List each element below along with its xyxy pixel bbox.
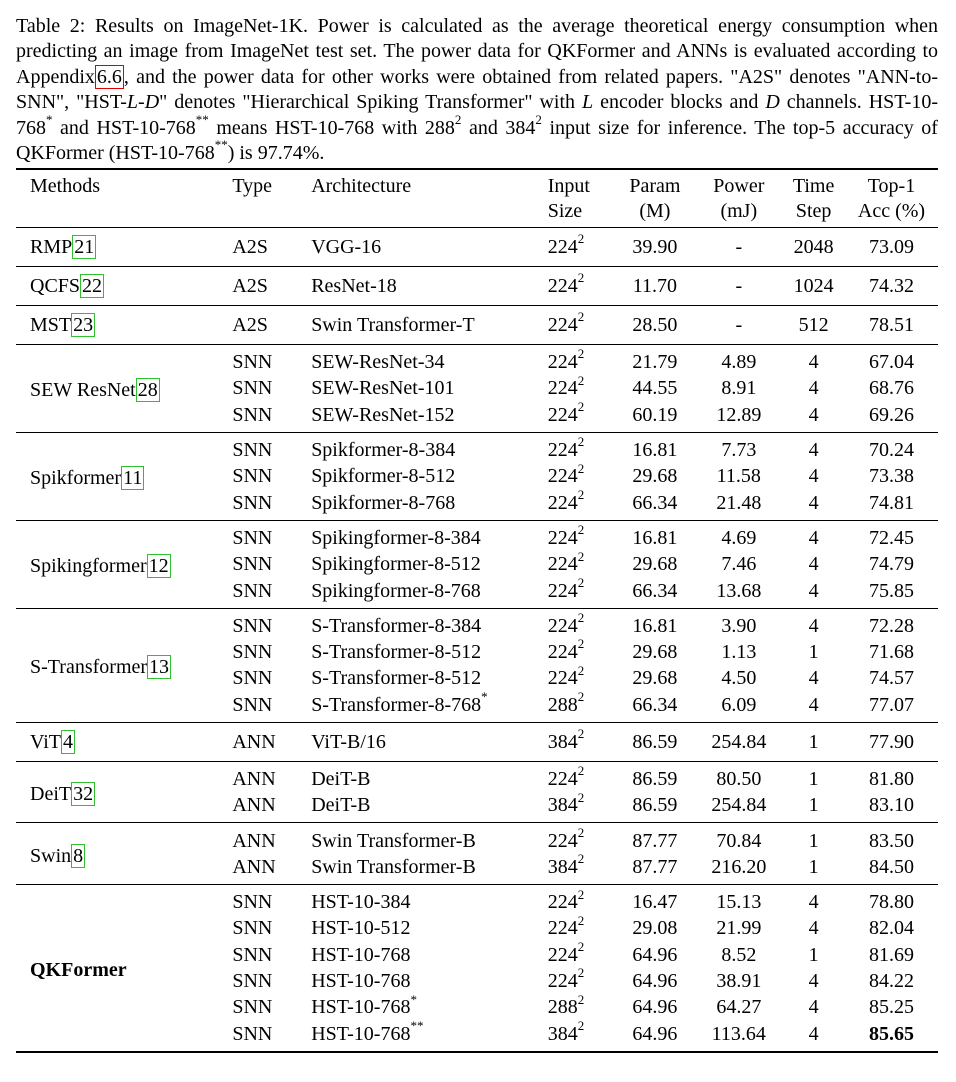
param-cell: 86.59: [632, 794, 678, 817]
input-size-cell: $224^2$: [547, 270, 585, 297]
power-cell: 1.13: [721, 641, 757, 664]
input-size-cell: $288^2$: [547, 689, 585, 716]
architecture-cell: SEW-ResNet-152: [311, 403, 455, 426]
power-cell: -: [735, 236, 743, 258]
table-row: [16, 885, 938, 916]
method-group: [16, 345, 938, 433]
param-cell: 64.96: [632, 1022, 678, 1045]
architecture-cell: Spikingformer-8-768: [311, 579, 481, 602]
power-cell: 4.69: [721, 526, 757, 549]
citation-link[interactable]: 8: [73, 844, 84, 867]
time-step-cell: 1: [808, 829, 819, 852]
type-cell: SNN: [232, 943, 273, 966]
power-cell: 8.52: [721, 943, 757, 966]
param-cell: 44.55: [632, 377, 678, 400]
architecture-cell: HST-10-768: [311, 970, 411, 993]
header-power: Power (mJ): [713, 175, 765, 222]
architecture-cell: HST-10-384: [311, 891, 411, 914]
caption-label: Table 2:: [16, 15, 86, 37]
time-step-cell: 4: [808, 917, 819, 940]
param-cell: 66.34: [632, 491, 678, 514]
architecture-cell: SEW-ResNet-101: [311, 377, 455, 400]
input-size-cell: $224^2$: [547, 434, 585, 462]
header-architecture: Architecture: [311, 175, 412, 197]
architecture-cell: Spikingformer-8-512: [311, 553, 481, 576]
top1-acc-cell: 83.10: [868, 794, 914, 817]
type-cell: A2S: [232, 236, 268, 258]
architecture-cell: S-Transformer-8-512: [311, 641, 482, 664]
header-input-size: Input Size: [547, 175, 590, 222]
header-top1-acc: Top-1 Acc (%): [857, 175, 926, 222]
top1-acc-cell: 72.45: [868, 526, 914, 549]
param-cell: 16.81: [632, 526, 678, 549]
input-size-cell: $224^2$: [547, 939, 585, 966]
time-step-cell: 4: [808, 891, 819, 914]
power-cell: -: [735, 314, 743, 336]
top1-acc-cell: 82.04: [868, 917, 914, 940]
param-cell: 29.08: [632, 917, 678, 940]
input-size-cell: $384^2$: [547, 851, 585, 878]
citation-link[interactable]: 23: [73, 314, 94, 336]
time-step-cell: 4: [808, 1022, 819, 1045]
power-cell: 21.99: [716, 917, 762, 940]
type-cell: SNN: [232, 553, 273, 576]
top1-acc-cell: 73.09: [868, 236, 914, 258]
table-row: [16, 823, 938, 854]
top1-acc-cell: 74.57: [868, 667, 914, 690]
top1-acc-cell: 84.50: [868, 855, 914, 878]
method-cell: SEW ResNet 28: [30, 379, 158, 402]
param-cell: 60.19: [632, 403, 678, 426]
input-size-cell: $224^2$: [547, 574, 585, 602]
param-cell: 29.68: [632, 553, 678, 576]
input-size-cell: $384^2$: [547, 789, 585, 817]
type-cell: SNN: [232, 891, 273, 914]
top1-acc-cell: 70.24: [868, 439, 914, 462]
input-size-cell: $224^2$: [547, 965, 585, 993]
top1-acc-cell: 74.32: [868, 275, 914, 297]
param-cell: 16.81: [632, 614, 678, 637]
table-caption: Table 2: Results on ImageNet-1K. Power is calculated as the average theoretical energy consumption when predicting an image from ImageNet test set. The power data for QKFormer and ANNs is evaluated according to Appendix 6.6 , and the power data for other works were obtained from related papers. "A2S" denotes "ANN-to-SNN", "HST-L-D" denotes "Hierarchical Spiking Transformer" with L encoder blocks and D channels. HST-10-768* and HST-10-768** means HST-10-768 with $288^2$ and $384^2$ input size for inference. The top-5 accuracy of QKFormer (HST-10-768**) is 97.74%.: [16, 15, 939, 165]
time-step-cell: 1: [808, 943, 819, 966]
appendix-link[interactable]: 6.6: [96, 65, 122, 88]
results-table: [16, 168, 938, 1053]
method-group: [16, 823, 938, 885]
input-size-cell: $288^2$: [547, 991, 585, 1019]
type-cell: SNN: [232, 579, 273, 602]
architecture-cell: S-Transformer-8-768*: [311, 689, 488, 716]
method-cell: DeiT 32: [30, 783, 94, 806]
param-cell: 29.68: [632, 641, 678, 664]
method-cell: Spikformer 11: [30, 467, 143, 490]
time-step-cell: 4: [808, 465, 819, 488]
power-cell: 21.48: [716, 491, 762, 514]
time-step-cell: 4: [808, 439, 819, 462]
input-size-cell: $384^2$: [547, 1018, 585, 1045]
type-cell: SNN: [232, 996, 273, 1019]
citation-link[interactable]: 32: [73, 783, 94, 806]
param-cell: 16.81: [632, 439, 678, 462]
header-methods: Methods: [30, 175, 100, 197]
input-size-cell: $384^2$: [547, 726, 585, 753]
architecture-cell: ResNet-18: [311, 275, 397, 297]
architecture-cell: S-Transformer-8-512: [311, 667, 482, 690]
type-cell: SNN: [232, 614, 273, 637]
architecture-cell: VGG-16: [311, 236, 382, 258]
param-cell: 64.96: [632, 970, 678, 993]
input-size-cell: $224^2$: [547, 309, 585, 336]
type-cell: ANN: [232, 829, 276, 852]
method-cell: RMP 21: [30, 236, 95, 258]
method-cell: S-Transformer 13: [30, 656, 170, 679]
input-size-cell: $224^2$: [547, 662, 585, 690]
param-cell: 29.68: [632, 667, 678, 690]
top1-acc-cell: 69.26: [868, 403, 914, 426]
method-group: [16, 885, 938, 1052]
method-cell: QCFS 22: [30, 275, 103, 297]
input-size-cell: $224^2$: [547, 486, 585, 514]
time-step-cell: 2048: [793, 236, 834, 258]
top1-acc-cell: 68.76: [868, 377, 914, 400]
type-cell: ANN: [232, 768, 276, 790]
power-cell: 70.84: [716, 829, 762, 852]
time-step-cell: 1: [808, 730, 819, 753]
param-cell: 29.68: [632, 465, 678, 488]
architecture-cell: HST-10-768: [311, 943, 411, 966]
input-size-cell: $224^2$: [547, 372, 585, 400]
top1-acc-cell: 78.80: [868, 891, 914, 914]
input-size-cell: $224^2$: [547, 522, 585, 549]
time-step-cell: 4: [808, 970, 819, 993]
type-cell: SNN: [232, 917, 273, 940]
time-step-cell: 4: [808, 667, 819, 690]
power-cell: 15.13: [716, 891, 762, 914]
param-cell: 66.34: [632, 693, 678, 716]
power-cell: 3.90: [721, 614, 757, 637]
time-step-cell: 1: [808, 855, 819, 878]
type-cell: ANN: [232, 855, 276, 878]
time-step-cell: 4: [808, 996, 819, 1019]
type-cell: SNN: [232, 465, 273, 488]
input-size-cell: $224^2$: [547, 460, 585, 488]
top1-acc-cell: 83.50: [868, 829, 914, 852]
param-cell: 39.90: [632, 236, 678, 258]
table-row: [16, 345, 938, 376]
power-cell: 7.46: [721, 553, 757, 576]
time-step-cell: 4: [808, 526, 819, 549]
architecture-cell: DeiT-B: [311, 768, 371, 790]
architecture-cell: DeiT-B: [311, 794, 371, 817]
type-cell: SNN: [232, 403, 273, 426]
top1-acc-cell: 73.38: [868, 465, 914, 488]
architecture-cell: Spikformer-8-512: [311, 465, 456, 488]
top1-acc-cell: 75.85: [868, 579, 914, 602]
power-cell: 4.89: [721, 351, 757, 374]
top1-acc-cell: 84.22: [868, 970, 914, 993]
power-cell: -: [735, 275, 743, 297]
type-cell: A2S: [232, 314, 268, 336]
type-cell: SNN: [232, 526, 273, 549]
table-row: [16, 306, 938, 345]
architecture-cell: HST-10-768*: [311, 991, 417, 1019]
top1-acc-cell: 81.80: [868, 768, 914, 790]
architecture-cell: S-Transformer-8-384: [311, 614, 482, 637]
table-row: [16, 761, 938, 792]
architecture-cell: Spikformer-8-384: [311, 439, 456, 462]
param-cell: 64.96: [632, 943, 678, 966]
power-cell: 254.84: [711, 730, 767, 753]
method-group: [16, 520, 938, 608]
method-group: [16, 722, 938, 761]
type-cell: SNN: [232, 641, 273, 664]
top1-acc-cell: 72.28: [868, 614, 914, 637]
top1-acc-cell: 85.25: [868, 996, 914, 1019]
power-cell: 12.89: [716, 403, 762, 426]
type-cell: ANN: [232, 794, 276, 817]
param-cell: 28.50: [632, 314, 678, 336]
top1-acc-cell: 81.69: [868, 943, 914, 966]
time-step-cell: 4: [808, 491, 819, 514]
top1-acc-cell: 77.07: [868, 693, 914, 716]
table-row: [16, 520, 938, 551]
architecture-cell: SEW-ResNet-34: [311, 351, 445, 374]
time-step-cell: 1: [808, 768, 819, 790]
power-cell: 6.09: [721, 693, 757, 716]
method-group: [16, 267, 938, 306]
table-header: [16, 169, 938, 228]
type-cell: SNN: [232, 693, 273, 716]
power-cell: 80.50: [716, 768, 762, 790]
time-step-cell: 4: [808, 579, 819, 602]
param-cell: 21.79: [632, 351, 678, 374]
method-cell: Spikingformer 12: [30, 555, 169, 578]
time-step-cell: 4: [808, 693, 819, 716]
citation-link[interactable]: 21: [74, 236, 95, 258]
power-cell: 254.84: [711, 794, 767, 817]
type-cell: SNN: [232, 970, 273, 993]
time-step-cell: 4: [808, 377, 819, 400]
header-time-step: Time Step: [792, 175, 835, 222]
input-size-cell: $224^2$: [547, 399, 585, 426]
method-group: [16, 306, 938, 345]
table-row: [16, 722, 938, 761]
type-cell: ANN: [232, 730, 276, 753]
top1-acc-cell: 85.65: [868, 1022, 914, 1045]
top1-acc-cell: 74.79: [868, 553, 914, 576]
architecture-cell: Spikformer-8-768: [311, 491, 456, 514]
type-cell: SNN: [232, 491, 273, 514]
input-size-cell: $224^2$: [547, 610, 585, 637]
param-cell: 64.96: [632, 996, 678, 1019]
citation-link[interactable]: 22: [82, 275, 103, 297]
param-cell: 11.70: [632, 275, 678, 297]
top1-acc-cell: 67.04: [868, 351, 914, 374]
input-size-cell: $224^2$: [547, 763, 585, 790]
param-cell: 66.34: [632, 579, 678, 602]
power-cell: 4.50: [721, 667, 757, 690]
input-size-cell: $224^2$: [547, 824, 585, 852]
param-cell: 87.77: [632, 855, 678, 878]
input-size-cell: $224^2$: [547, 636, 585, 664]
table-row: [16, 432, 938, 463]
method-cell: ViT 4: [30, 730, 74, 753]
table-row: [16, 608, 938, 639]
header-param: Param (M): [629, 175, 681, 222]
input-size-cell: $224^2$: [547, 346, 585, 374]
citation-link[interactable]: 11: [123, 467, 143, 490]
method-group: [16, 608, 938, 722]
architecture-cell: HST-10-768**: [311, 1018, 424, 1045]
top1-acc-cell: 74.81: [868, 491, 914, 514]
method-cell: QKFormer: [30, 958, 127, 981]
method-cell: Swin 8: [30, 844, 84, 867]
time-step-cell: 4: [808, 614, 819, 637]
time-step-cell: 1: [808, 641, 819, 664]
architecture-cell: HST-10-512: [311, 917, 411, 940]
time-step-cell: 4: [808, 403, 819, 426]
architecture-cell: Swin Transformer-B: [311, 855, 476, 878]
power-cell: 38.91: [716, 970, 762, 993]
type-cell: SNN: [232, 351, 273, 374]
architecture-cell: Swin Transformer-T: [311, 314, 475, 336]
time-step-cell: 4: [808, 351, 819, 374]
param-cell: 86.59: [632, 730, 678, 753]
power-cell: 64.27: [716, 996, 762, 1019]
architecture-cell: Swin Transformer-B: [311, 829, 476, 852]
power-cell: 11.58: [716, 465, 761, 488]
citation-link[interactable]: 13: [149, 656, 170, 679]
power-cell: 113.64: [711, 1022, 766, 1045]
power-cell: 13.68: [716, 579, 762, 602]
table-row: [16, 228, 938, 267]
power-cell: 8.91: [721, 377, 757, 400]
citation-link[interactable]: 4: [63, 730, 74, 753]
input-size-cell: $224^2$: [547, 886, 585, 914]
architecture-cell: Spikingformer-8-384: [311, 526, 481, 549]
power-cell: 216.20: [711, 855, 767, 878]
param-cell: 87.77: [632, 829, 678, 852]
citation-link[interactable]: 28: [137, 379, 158, 402]
input-size-cell: $224^2$: [547, 231, 585, 258]
table-row: [16, 267, 938, 306]
time-step-cell: 1024: [793, 275, 834, 297]
top1-acc-cell: 71.68: [868, 641, 914, 664]
time-step-cell: 4: [808, 553, 819, 576]
power-cell: 7.73: [721, 439, 757, 462]
type-cell: SNN: [232, 439, 273, 462]
input-size-cell: $224^2$: [547, 912, 585, 940]
architecture-cell: ViT-B/16: [311, 730, 386, 753]
time-step-cell: 512: [798, 314, 829, 336]
header-type: Type: [232, 175, 273, 197]
method-group: [16, 228, 938, 267]
time-step-cell: 1: [808, 794, 819, 817]
input-size-cell: $224^2$: [547, 548, 585, 576]
type-cell: SNN: [232, 667, 273, 690]
type-cell: SNN: [232, 377, 273, 400]
method-cell: MST 23: [30, 314, 94, 336]
param-cell: 16.47: [632, 891, 678, 914]
param-cell: 86.59: [632, 768, 678, 790]
citation-link[interactable]: 12: [148, 555, 169, 578]
type-cell: SNN: [232, 1022, 273, 1045]
top1-acc-cell: 77.90: [868, 730, 914, 753]
method-group: [16, 432, 938, 520]
top1-acc-cell: 78.51: [868, 314, 914, 336]
type-cell: A2S: [232, 275, 268, 297]
method-group: [16, 761, 938, 823]
